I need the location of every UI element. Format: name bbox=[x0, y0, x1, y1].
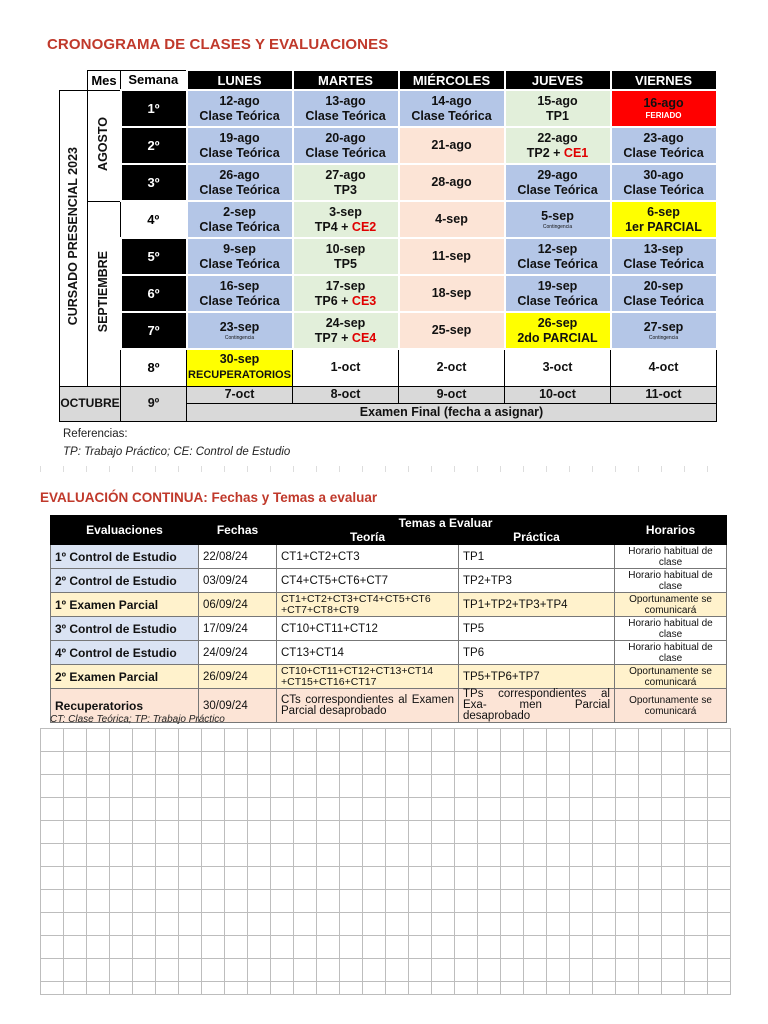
divider-tick bbox=[63, 466, 64, 472]
eval-practica: TP5 bbox=[459, 617, 615, 641]
eval-date: 06/09/24 bbox=[199, 593, 277, 617]
week-row bbox=[60, 275, 717, 312]
day-cell: 10-oct bbox=[505, 386, 611, 403]
eval-date: 24/09/24 bbox=[199, 641, 277, 665]
divider-tick bbox=[316, 466, 317, 472]
day-cell: 2-sep Clase Teórica bbox=[187, 201, 293, 238]
day-cell: 5-sep Contingencia bbox=[505, 201, 611, 238]
divider-tick bbox=[684, 466, 685, 472]
divider-tick bbox=[500, 466, 501, 472]
week-number: 3º bbox=[121, 164, 187, 201]
day-cell: 10-sep TP5 bbox=[293, 238, 399, 275]
day-cell: 19-ago Clase Teórica bbox=[187, 127, 293, 164]
eval-teoria: CT1+CT2+CT3+CT4+CT5+CT6 +CT7+CT8+CT9 bbox=[277, 593, 459, 617]
day-cell: 29-ago Clase Teórica bbox=[505, 164, 611, 201]
divider-tick bbox=[86, 466, 87, 472]
header-martes: MARTES bbox=[293, 70, 399, 90]
divider-tick bbox=[546, 466, 547, 472]
divider-tick bbox=[270, 466, 271, 472]
header-temas: Temas a Evaluar bbox=[277, 516, 615, 531]
exam-cell: 6-sep 1er PARCIAL bbox=[611, 201, 717, 238]
eval-header-row bbox=[51, 516, 727, 531]
eval-footnote: CT: Clase Teórica; TP: Trabajo Práctico bbox=[50, 714, 225, 725]
divider-tick bbox=[638, 466, 639, 472]
divider-tick bbox=[454, 466, 455, 472]
eval-row bbox=[51, 641, 727, 665]
divider-tick bbox=[178, 466, 179, 472]
grid-paper bbox=[40, 728, 731, 995]
eval-row bbox=[51, 569, 727, 593]
header-horarios: Horarios bbox=[615, 516, 727, 545]
week-row bbox=[60, 127, 717, 164]
month-agosto: AGOSTO bbox=[88, 90, 121, 201]
eval-row bbox=[51, 593, 727, 617]
day-cell: 13-ago Clase Teórica bbox=[293, 90, 399, 127]
eval-date: 03/09/24 bbox=[199, 569, 277, 593]
header-jueves: JUEVES bbox=[505, 70, 611, 90]
day-cell: 4-oct bbox=[611, 349, 717, 386]
eval-practica: TP5+TP6+TP7 bbox=[459, 665, 615, 689]
day-cell: 18-sep bbox=[399, 275, 505, 312]
day-cell: 13-sep Clase Teórica bbox=[611, 238, 717, 275]
eval-name: 1º Control de Estudio bbox=[51, 545, 199, 569]
day-cell: 12-sep Clase Teórica bbox=[505, 238, 611, 275]
eval-teoria: CTs correspondientes al Examen Parcial desaprobado bbox=[277, 689, 459, 723]
eval-name: 1º Examen Parcial bbox=[51, 593, 199, 617]
eval-date: 17/09/24 bbox=[199, 617, 277, 641]
eval-date: 26/09/24 bbox=[199, 665, 277, 689]
eval-horario: Oportunamente se comunicará bbox=[615, 665, 727, 689]
header-fechas: Fechas bbox=[199, 516, 277, 545]
day-cell: 1-oct bbox=[293, 349, 399, 386]
references-text: TP: Trabajo Práctico; CE: Control de Estudio bbox=[63, 446, 291, 458]
eval-name: Recuperatorios bbox=[51, 689, 199, 723]
day-cell: 2-oct bbox=[399, 349, 505, 386]
day-cell: 20-sep Clase Teórica bbox=[611, 275, 717, 312]
header-practica: Práctica bbox=[459, 530, 615, 545]
eval-teoria: CT10+CT11+CT12 bbox=[277, 617, 459, 641]
day-cell: 30-ago Clase Teórica bbox=[611, 164, 717, 201]
day-cell: 3-sep TP4 + CE2 bbox=[293, 201, 399, 238]
divider-tick bbox=[569, 466, 570, 472]
day-cell: 17-sep TP6 + CE3 bbox=[293, 275, 399, 312]
exam-cell: 26-sep 2do PARCIAL bbox=[505, 312, 611, 349]
divider-tick bbox=[661, 466, 662, 472]
month-octubre: OCTUBRE bbox=[60, 386, 121, 421]
eval-teoria: CT1+CT2+CT3 bbox=[277, 545, 459, 569]
divider-tick bbox=[201, 466, 202, 472]
day-cell: 26-ago Clase Teórica bbox=[187, 164, 293, 201]
header-semana: Semana bbox=[121, 70, 187, 90]
week-number: 4º bbox=[121, 201, 187, 238]
day-cell: 27-ago TP3 bbox=[293, 164, 399, 201]
eval-teoria: CT10+CT11+CT12+CT13+CT14 +CT15+CT16+CT17 bbox=[277, 665, 459, 689]
header-evaluaciones: Evaluaciones bbox=[51, 516, 199, 545]
day-cell: 14-ago Clase Teórica bbox=[399, 90, 505, 127]
divider-tick bbox=[339, 466, 340, 472]
holiday-cell: 16-ago FERIADO bbox=[611, 90, 717, 127]
divider-tick bbox=[615, 466, 616, 472]
divider-tick bbox=[431, 466, 432, 472]
divider-tick bbox=[408, 466, 409, 472]
day-cell: 23-sep Contingencia bbox=[187, 312, 293, 349]
day-cell: 4-sep bbox=[399, 201, 505, 238]
week-number: 6º bbox=[121, 275, 187, 312]
references-label: Referencias: bbox=[63, 428, 128, 440]
eval-row bbox=[51, 545, 727, 569]
eval-name: 2º Examen Parcial bbox=[51, 665, 199, 689]
eval-horario: Oportunamente se comunicará bbox=[615, 689, 727, 723]
divider-tick bbox=[523, 466, 524, 472]
eval-horario: Horario habitual de clase bbox=[615, 641, 727, 665]
schedule-table bbox=[59, 69, 718, 422]
header-viernes: VIERNES bbox=[611, 70, 717, 90]
day-cell: 3-oct bbox=[505, 349, 611, 386]
divider-strip bbox=[40, 466, 730, 472]
divider-tick bbox=[362, 466, 363, 472]
week-row bbox=[60, 238, 717, 275]
header-corner bbox=[60, 70, 88, 90]
day-cell: 21-ago bbox=[399, 127, 505, 164]
eval-practica: TP6 bbox=[459, 641, 615, 665]
eval-name: 3º Control de Estudio bbox=[51, 617, 199, 641]
divider-tick bbox=[707, 466, 708, 472]
week-row bbox=[60, 349, 717, 386]
divider-tick bbox=[477, 466, 478, 472]
schedule-title: CRONOGRAMA DE CLASES Y EVALUACIONES bbox=[47, 36, 389, 53]
section2-title: EVALUACIÓN CONTINUA: Fechas y Temas a evaluar bbox=[40, 490, 378, 505]
week-number: 2º bbox=[121, 127, 187, 164]
eval-horario: Horario habitual de clase bbox=[615, 545, 727, 569]
eval-name: 4º Control de Estudio bbox=[51, 641, 199, 665]
day-cell: 12-ago Clase Teórica bbox=[187, 90, 293, 127]
eval-date: 22/08/24 bbox=[199, 545, 277, 569]
header-lunes: LUNES bbox=[187, 70, 293, 90]
week-row bbox=[60, 201, 717, 238]
divider-tick bbox=[40, 466, 41, 472]
day-cell: 15-ago TP1 bbox=[505, 90, 611, 127]
evaluation-table bbox=[50, 515, 727, 723]
week-number: 8º bbox=[121, 349, 187, 386]
eval-practica: TP2+TP3 bbox=[459, 569, 615, 593]
final-exam-label: Examen Final (fecha a asignar) bbox=[187, 403, 717, 421]
day-cell: 9-oct bbox=[399, 386, 505, 403]
day-cell: 19-sep Clase Teórica bbox=[505, 275, 611, 312]
week-row bbox=[60, 164, 717, 201]
day-cell: 28-ago bbox=[399, 164, 505, 201]
header-teoria: Teoría bbox=[277, 530, 459, 545]
eval-practica: TPs correspondientes al Exa- men Parcial desaprobado bbox=[459, 689, 615, 723]
eval-horario: Oportunamente se comunicará bbox=[615, 593, 727, 617]
divider-tick bbox=[132, 466, 133, 472]
eval-practica: TP1 bbox=[459, 545, 615, 569]
week-row bbox=[60, 312, 717, 349]
header-miercoles: MIÉRCOLES bbox=[399, 70, 505, 90]
divider-tick bbox=[385, 466, 386, 472]
eval-practica: TP1+TP2+TP3+TP4 bbox=[459, 593, 615, 617]
day-cell: 8-oct bbox=[293, 386, 399, 403]
week-number: 1º bbox=[121, 90, 187, 127]
month-septiembre: SEPTIEMBRE bbox=[88, 201, 121, 386]
header-mes: Mes bbox=[88, 70, 121, 90]
eval-date: 30/09/24 bbox=[199, 689, 277, 723]
divider-tick bbox=[155, 466, 156, 472]
divider-tick bbox=[592, 466, 593, 472]
eval-teoria: CT13+CT14 bbox=[277, 641, 459, 665]
schedule-header-row bbox=[60, 70, 717, 90]
divider-tick bbox=[109, 466, 110, 472]
eval-teoria: CT4+CT5+CT6+CT7 bbox=[277, 569, 459, 593]
week-row bbox=[60, 90, 717, 127]
cursado-label: CURSADO PRESENCIAL 2023 bbox=[60, 90, 88, 386]
day-cell: 22-ago TP2 + CE1 bbox=[505, 127, 611, 164]
day-cell: 11-sep bbox=[399, 238, 505, 275]
day-cell: 24-sep TP7 + CE4 bbox=[293, 312, 399, 349]
eval-horario: Horario habitual de clase bbox=[615, 617, 727, 641]
day-cell: 11-oct bbox=[611, 386, 717, 403]
day-cell: 27-sep Contingencia bbox=[611, 312, 717, 349]
day-cell: 16-sep Clase Teórica bbox=[187, 275, 293, 312]
day-cell: 23-ago Clase Teórica bbox=[611, 127, 717, 164]
week-number: 7º bbox=[121, 312, 187, 349]
divider-tick bbox=[224, 466, 225, 472]
eval-name: 2º Control de Estudio bbox=[51, 569, 199, 593]
divider-tick bbox=[247, 466, 248, 472]
day-cell: 7-oct bbox=[187, 386, 293, 403]
eval-row bbox=[51, 617, 727, 641]
day-cell: 25-sep bbox=[399, 312, 505, 349]
recuperatorios-cell: 30-sep RECUPERATORIOS bbox=[187, 349, 293, 386]
eval-horario: Horario habitual de clase bbox=[615, 569, 727, 593]
day-cell: 9-sep Clase Teórica bbox=[187, 238, 293, 275]
week-number: 9º bbox=[121, 386, 187, 421]
week-row bbox=[60, 386, 717, 403]
eval-row bbox=[51, 665, 727, 689]
day-cell: 20-ago Clase Teórica bbox=[293, 127, 399, 164]
week-number: 5º bbox=[121, 238, 187, 275]
divider-tick bbox=[293, 466, 294, 472]
